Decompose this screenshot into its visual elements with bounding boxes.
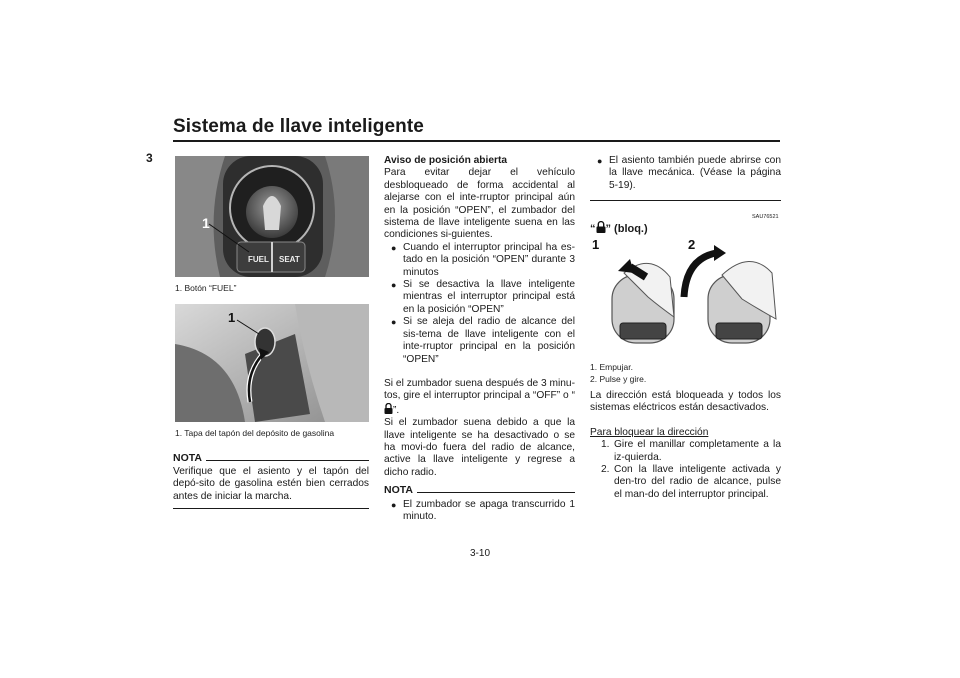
list-item [590, 464, 781, 501]
nota-text: Verifique que el asiento y el tapón del depó-sito de gasolina estén bien cerrados antes de iniciar la marcha. [173, 466, 369, 502]
list-item [590, 439, 781, 464]
nota-label-2: NOTA [384, 484, 413, 497]
nota-heading [173, 452, 369, 464]
doc-code: SAU76521 [752, 214, 779, 220]
nota-box-1 [173, 452, 369, 509]
intro-paragraph: Para evitar dejar el vehículo desbloqueado de forma accidental al alejarse con el inte-rruptor principal aún en la posición “OPEN”, el zumbador del sistema de llave inteligente suena en las condiciones si-guientes. [384, 167, 575, 241]
off-paragraph-end: ”. [393, 404, 400, 416]
caption-line: 1. Empujar. [590, 362, 633, 372]
seat-label: SEAT [279, 255, 300, 264]
condition-list [384, 242, 575, 366]
push-turn-illustration [590, 237, 780, 357]
lock-icon [596, 221, 606, 233]
step-text: Con la llave inteligente activada y den-tro del radio de alcance, pulse el man-do del interruptor principal. [614, 464, 781, 500]
column-2 [384, 155, 575, 523]
figure-fuel-button [175, 156, 369, 277]
switch-illustration [175, 156, 369, 277]
col3-rule [590, 200, 781, 201]
list-item: ● El asiento también puede abrirse con la llave mecánica. (Véase la página 5-19). [597, 155, 781, 192]
step-text: Gire el manillar completamente a la iz-quierda. [614, 439, 781, 463]
column-3-top [590, 155, 781, 201]
chapter-tab: 3 [146, 151, 153, 165]
lock-description: La dirección está bloqueada y todos los sistemas eléctricos están desactivados. [590, 390, 781, 414]
step-number: 1. [601, 439, 610, 451]
page-title: Sistema de llave inteligente [173, 116, 424, 137]
lock-icon [384, 403, 393, 414]
nota-heading-2 [384, 484, 575, 496]
nota-list [384, 499, 575, 524]
caption-fuel-button: 1. Botón “FUEL” [175, 283, 237, 293]
section-heading: Aviso de posición abierta [384, 155, 508, 166]
list-item: ● Cuando el interruptor principal ha es-tado en la posición “OPEN” durante 3 minutos [391, 242, 575, 279]
callout-turn: 2 [688, 237, 696, 252]
step-number: 2. [601, 464, 610, 476]
off-paragraph-text: Si el zumbador suena después de 3 minu-tos, gire el interruptor principal a “OFF” o “ [384, 377, 575, 402]
title-quote-open: “ [590, 223, 596, 235]
callout-1b: 1 [228, 310, 236, 325]
nota-end-rule [173, 508, 369, 509]
push-turn-captions [590, 362, 646, 385]
list-item: ● El zumbador se apaga transcurrido 1 minuto. [391, 499, 575, 524]
fuel-cap-illustration [175, 304, 369, 422]
off-paragraph [384, 378, 575, 417]
caption-fuel-cap: 1. Tapa del tapón del depósito de gasolina [175, 428, 335, 438]
column-3-body [590, 390, 781, 501]
steps-list [590, 439, 781, 501]
list-item: ● Si se desactiva la llave inteligente mientras el interruptor principal está en la posición “OPEN” [391, 279, 575, 316]
range-paragraph: Si el zumbador suena debido a que la llave inteligente se ha desactivado o se ha movi-do fuera del radio de alcance, active la llave inteligente y regrese a dicho radio. [384, 417, 575, 478]
page-number: 3-10 [469, 548, 490, 559]
subheading: Para bloquear la dirección [590, 426, 709, 438]
callout-push: 1 [592, 237, 600, 252]
list-item: ● Si se aleja del radio de alcance del sis-tema de llave inteligente con el inte-rruptor principal en la posición “OPEN” [391, 316, 575, 366]
title-text: ” (bloq.) [605, 223, 648, 235]
figure-push-turn [590, 237, 780, 357]
fuel-label: FUEL [248, 255, 269, 264]
lock-section-title [590, 221, 648, 235]
seat-note-list [590, 155, 781, 192]
callout-1: 1 [202, 215, 210, 231]
nota-label: NOTA [173, 452, 202, 464]
title-rule [173, 140, 780, 142]
figure-fuel-cap [175, 304, 369, 422]
caption-line: 2. Pulse y gire. [590, 373, 647, 384]
